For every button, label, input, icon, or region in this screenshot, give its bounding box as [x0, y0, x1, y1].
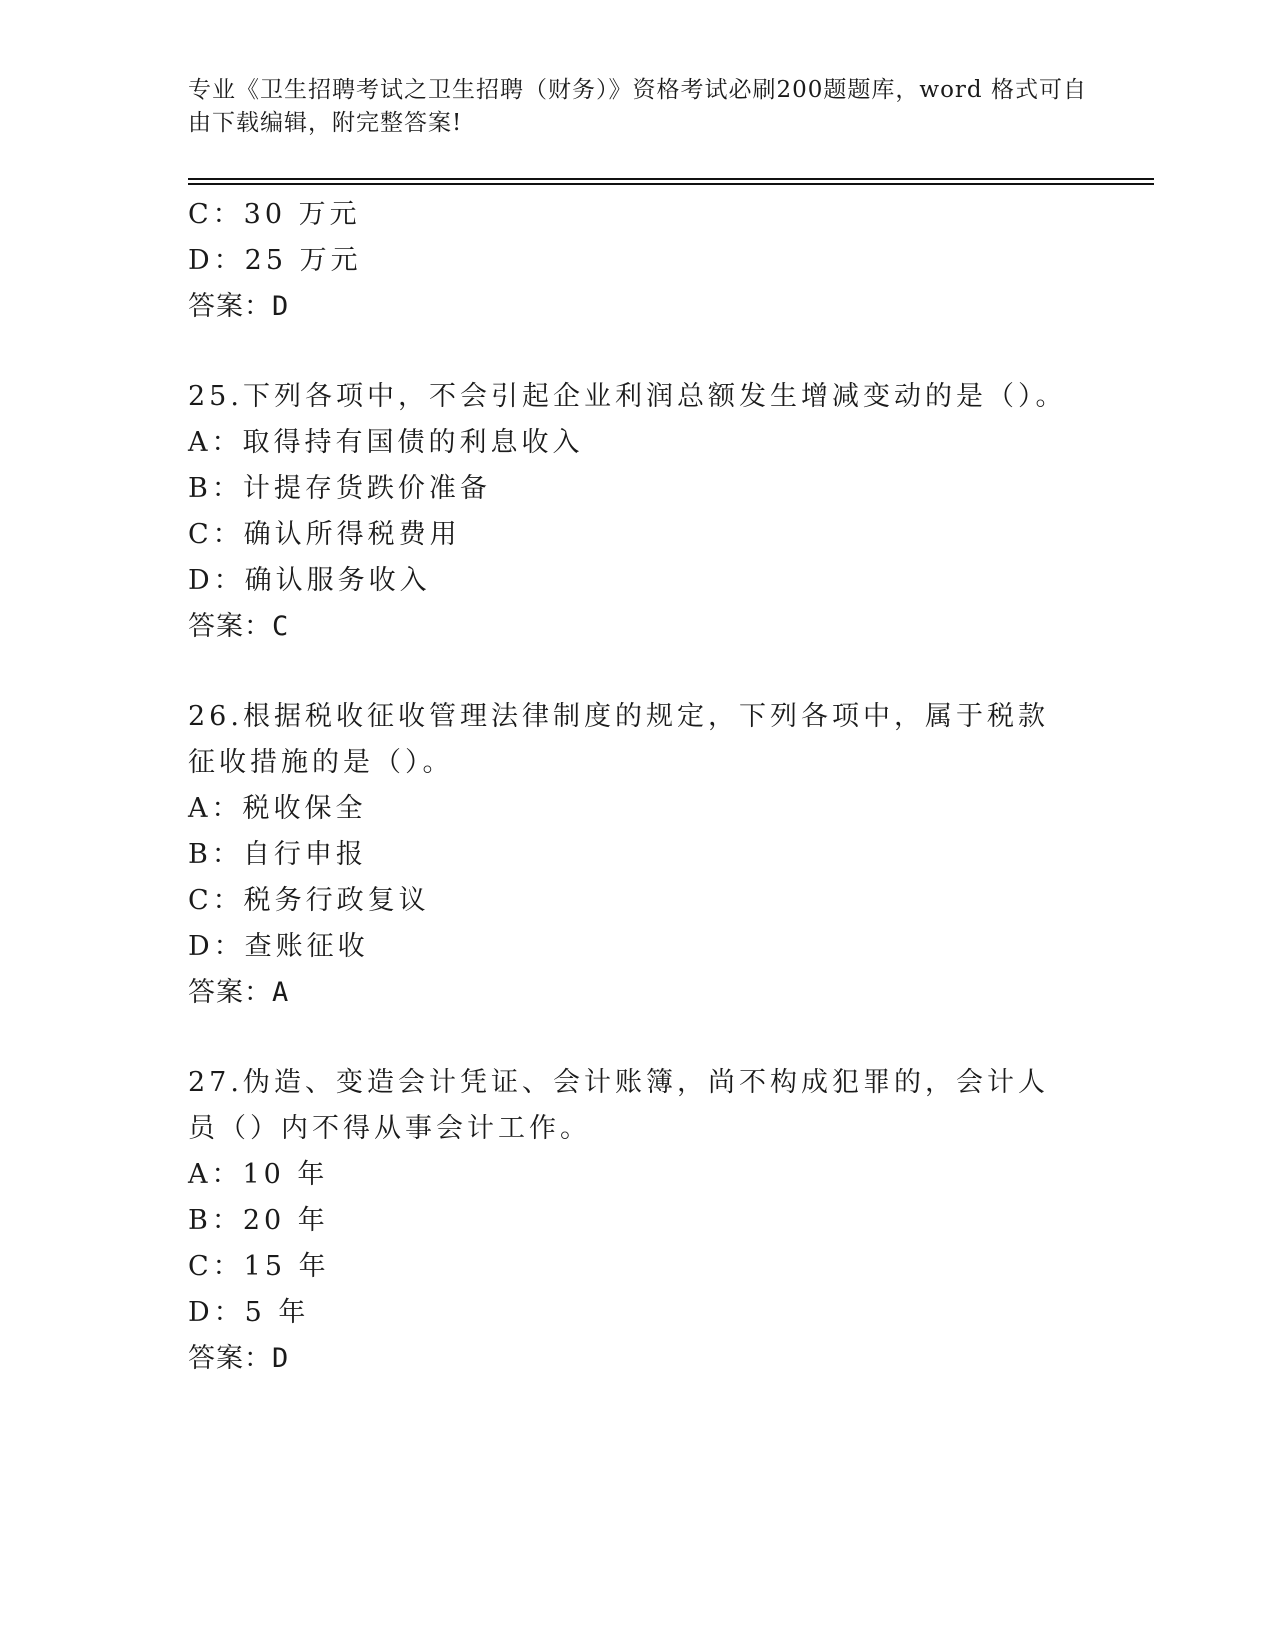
option-a: A：10 年	[188, 1159, 329, 1190]
question-text: 27.伪造、变造会计凭证、会计账簿，尚不构成犯罪的，会计人员（）内不得从事会计工作。	[188, 1067, 1049, 1144]
option-c: C：确认所得税费用	[188, 519, 461, 550]
option-d: D：5 年	[188, 1297, 310, 1328]
question-text: 26.根据税收征收管理法律制度的规定，下列各项中，属于税款征收措施的是（）。	[188, 701, 1049, 778]
option-c: C：30 万元	[188, 199, 361, 230]
question-26	[188, 694, 1088, 1016]
question-25	[188, 374, 1088, 650]
option-d: D：查账征收	[188, 931, 369, 962]
page-header: 专业《卫生招聘考试之卫生招聘（财务）》资格考试必刷200题题库，word 格式可自由下载编辑，附完整答案!	[188, 77, 1087, 136]
answer: 答案：A	[188, 977, 290, 1008]
question-text: 25.下列各项中，不会引起企业利润总额发生增减变动的是（）。	[188, 381, 1067, 412]
option-d: D：确认服务收入	[188, 565, 431, 596]
option-a: A：税收保全	[188, 793, 367, 824]
option-a: A：取得持有国债的利息收入	[188, 427, 584, 458]
option-b: B：自行申报	[188, 839, 367, 870]
option-b: B：20 年	[188, 1205, 329, 1236]
option-d: D：25 万元	[188, 245, 362, 276]
continued-question	[188, 192, 1088, 330]
option-c: C：税务行政复议	[188, 885, 430, 916]
header-rule-top	[188, 178, 1154, 180]
header-rule-bottom	[188, 183, 1154, 185]
document-body	[188, 192, 1088, 1382]
option-c: C：15 年	[188, 1251, 330, 1282]
answer: 答案：C	[188, 611, 290, 642]
option-b: B：计提存货跌价准备	[188, 473, 491, 504]
answer: 答案：D	[188, 291, 290, 322]
question-27	[188, 1060, 1088, 1382]
answer: 答案：D	[188, 1343, 290, 1374]
